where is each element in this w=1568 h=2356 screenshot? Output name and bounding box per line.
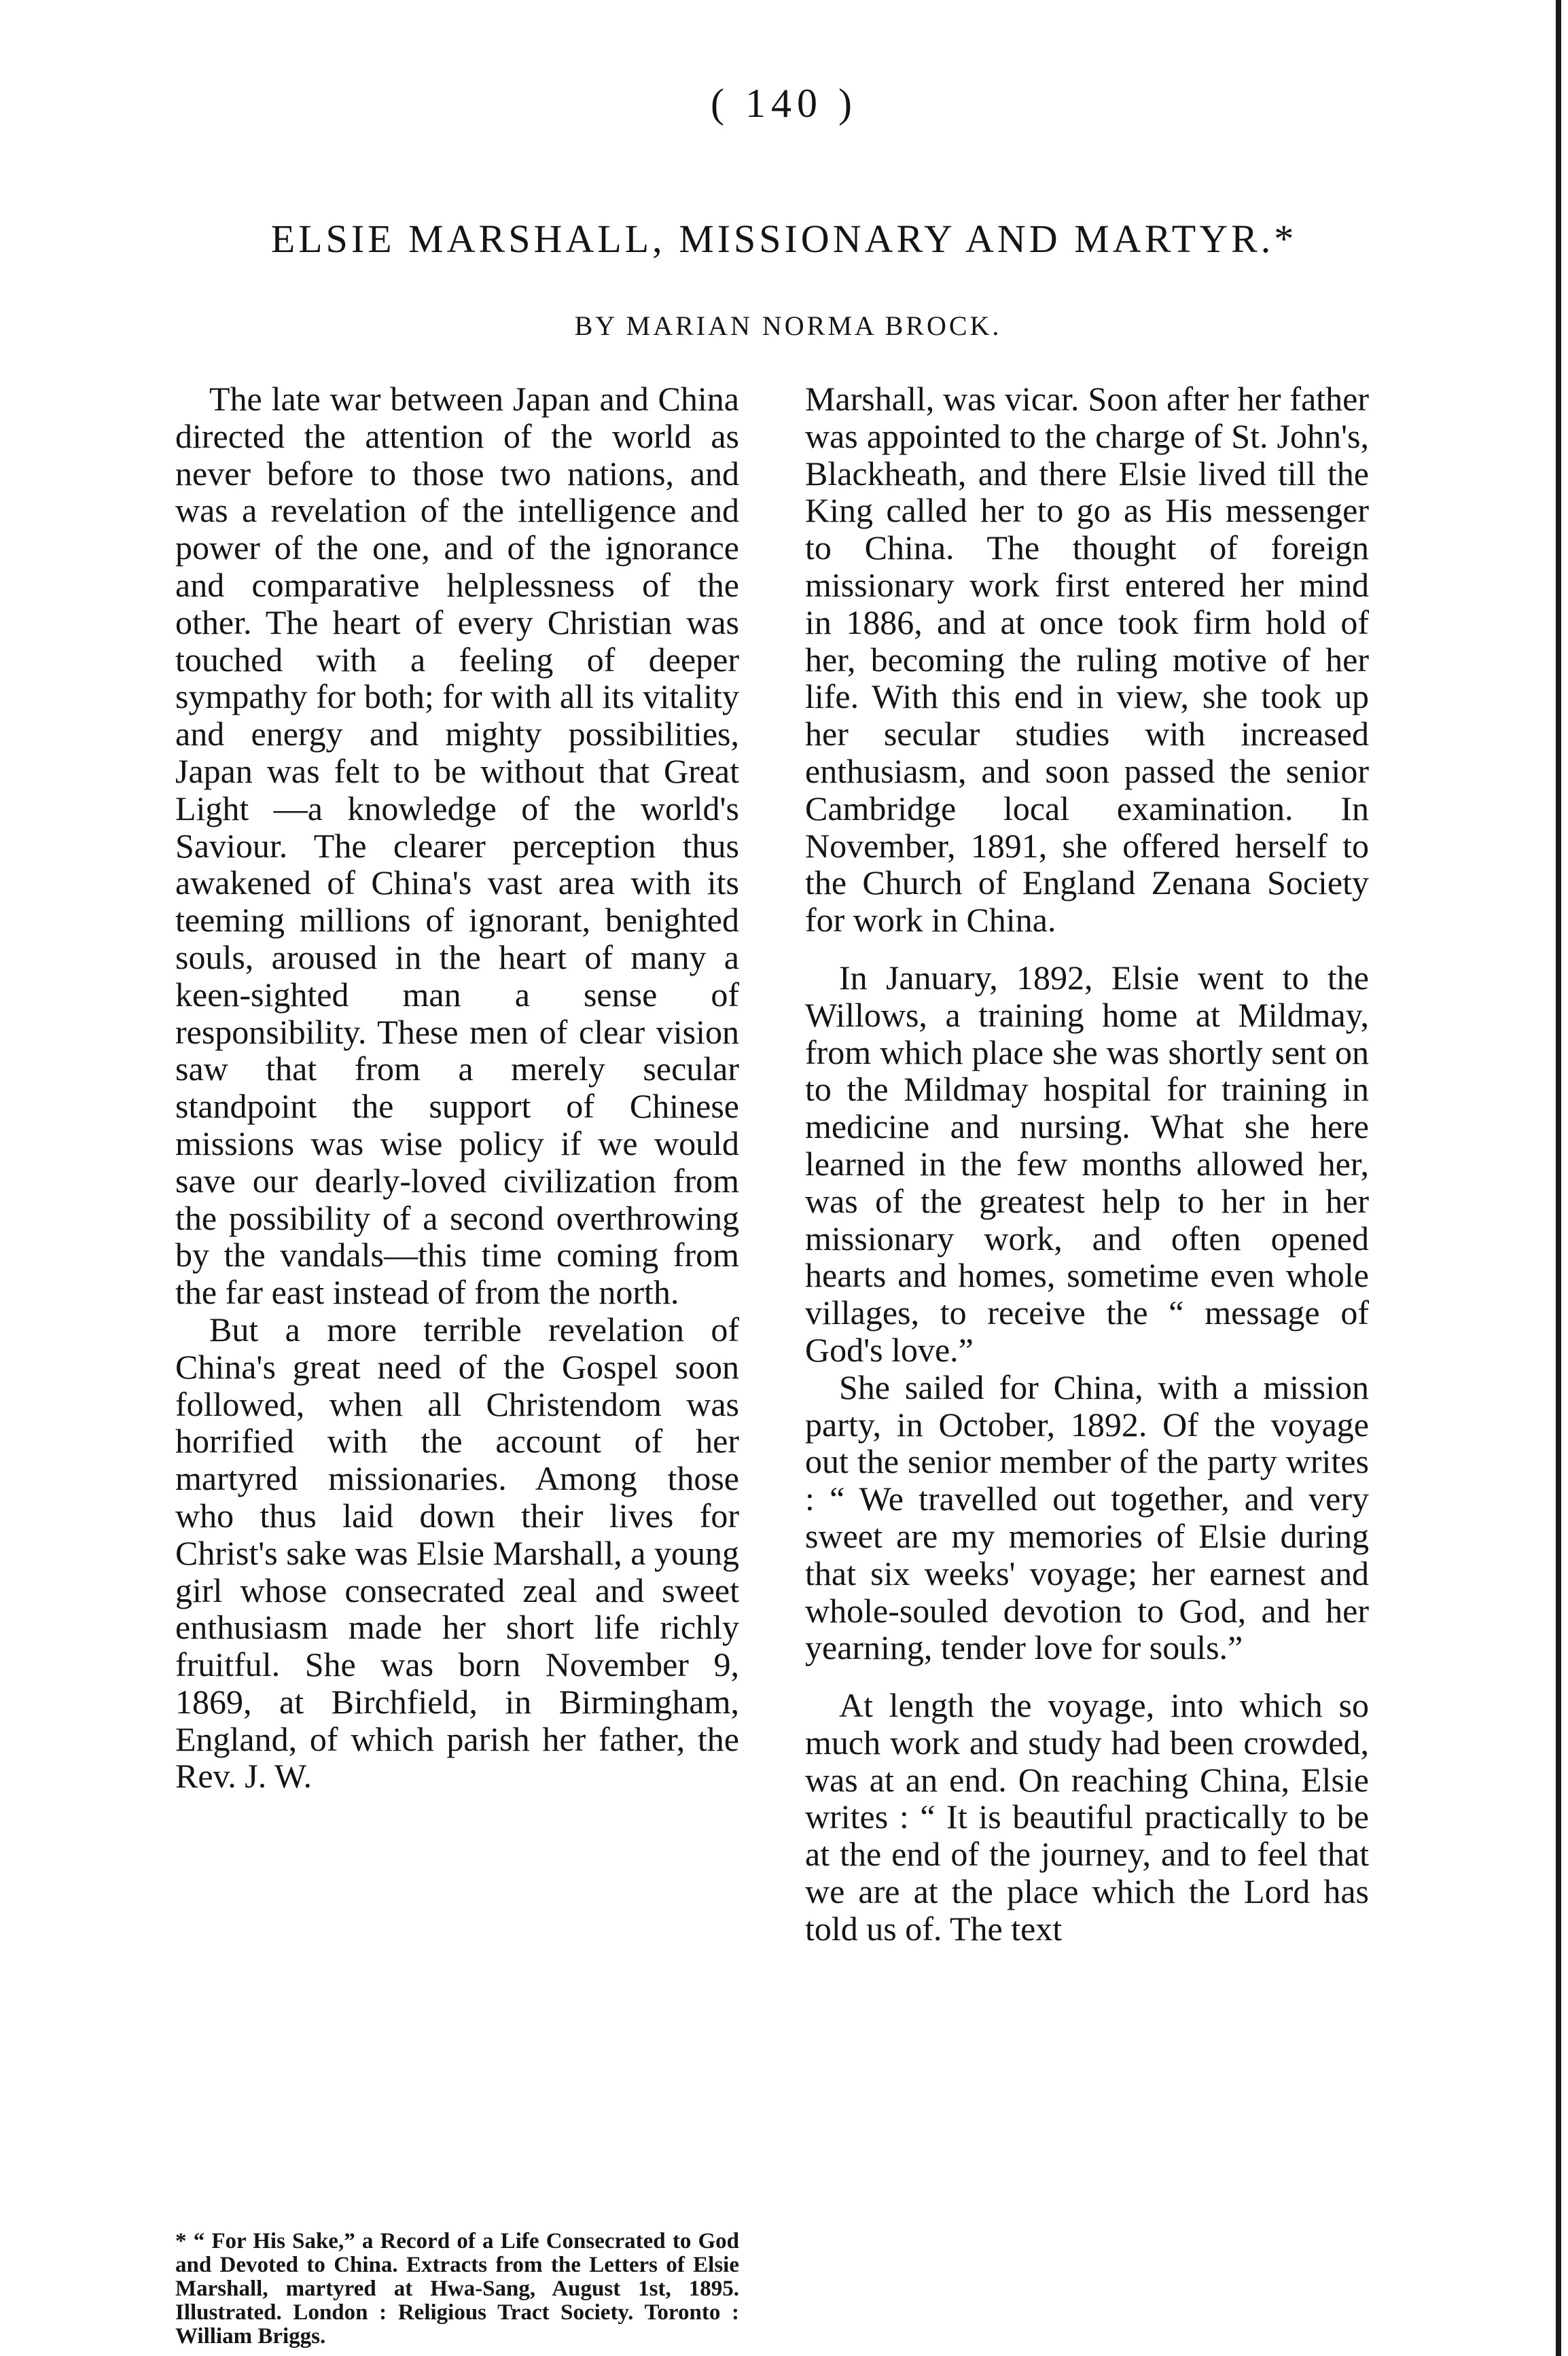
left-column xyxy=(175,380,739,1795)
author-byline: BY MARIAN NORMA BROCK. xyxy=(574,310,1002,341)
paragraph: In January, 1892, Elsie went to the Willows, a training home at Mildmay, from which place she was shortly sent on to the Mildmay hospital for training in medicine and nursing. What she here learned in the few months allowed her, was of the greatest help to her in her missionary work, and often opened hearts and homes, sometime even whole villages, to receive the “ message of God's love.” xyxy=(805,958,1369,1369)
right-column xyxy=(805,380,1369,1948)
paragraph: The late war between Japan and China directed the attention of the world as never before to those two nations, and was a revelation of the intelligence and power of the one, and of the ignorance and comparative helplessness of the other. The heart of every Christian was touched with a feeling of deeper sympathy for both; for with all its vitality and energy and mighty possibilities, Japan was felt to be without that Great Light —a knowledge of the world's Saviour. The clearer perception thus awakened of China's vast area with its teeming millions of ignorant, benighted souls, aroused in the heart of many a keen-sighted man a sense of responsibility. These men of clear vision saw that from a merely secular standpoint the support of Chinese missions was wise policy if we would save our dearly-loved civilization from the possibility of a second overthrowing by the vandals—this time coming from the far east instead of from the north. xyxy=(175,380,739,1312)
paragraph: Marshall, was vicar. Soon after her father was appointed to the charge of St. John's, Blackheath, and there Elsie lived till the King called her to go as His messenger to China. The thought of foreign missionary work first entered her mind in 1886, and at once took firm hold of her, becoming the ruling motive of her life. With this end in view, she took up her secular studies with increased enthusiasm, and soon passed the senior Cambridge local examination. In November, 1891, she offered herself to the Church of England Zenana Society for work in China. xyxy=(805,380,1369,940)
footnote-mark: * xyxy=(175,2229,187,2253)
footnote xyxy=(175,2230,739,2349)
paragraph: She sailed for China, with a mission party, in October, 1892. Of the voyage out the senior member of the party writes : “ We travelled out together, and very sweet are my memories of Elsie during that six weeks' voyage; her earnest and whole-souled devotion to God, and her yearning, tender love for souls.” xyxy=(805,1368,1369,1667)
paragraph: At length the voyage, into which so much work and study had been crowded, was at an end. On reaching China, Elsie writes : “ It is beautiful practically to be at the end of the journey, and to feel that we are at the place which the Lord has told us of. The text xyxy=(805,1686,1369,1948)
page-number: ( 140 ) xyxy=(711,81,857,126)
page-edge-rule xyxy=(1556,0,1561,2356)
paragraph: But a more terrible revelation of China's great need of the Gospel soon followed, when all Christendom was horrified with the account of her martyred missionaries. Among those who thus laid down their lives for Christ's sake was Elsie Marshall, a young girl whose consecrated zeal and sweet enthusiasm made her short life richly fruitful. She was born November 9, 1869, at Birchfield, in Birmingham, England, of which parish her father, the Rev. J. W. xyxy=(175,1310,739,1796)
article-title: ELSIE MARSHALL, MISSIONARY AND MARTYR.* xyxy=(270,217,1298,261)
footnote-text: “ For His Sake,” a Record of a Life Consecrated to God and Devoted to China. Extracts from the Letters of Elsie Marshall, martyred at Hwa-Sang, August 1st, 1895. Illustrated. London : Religious Tract Society. Toronto : William Briggs. xyxy=(175,2229,740,2349)
